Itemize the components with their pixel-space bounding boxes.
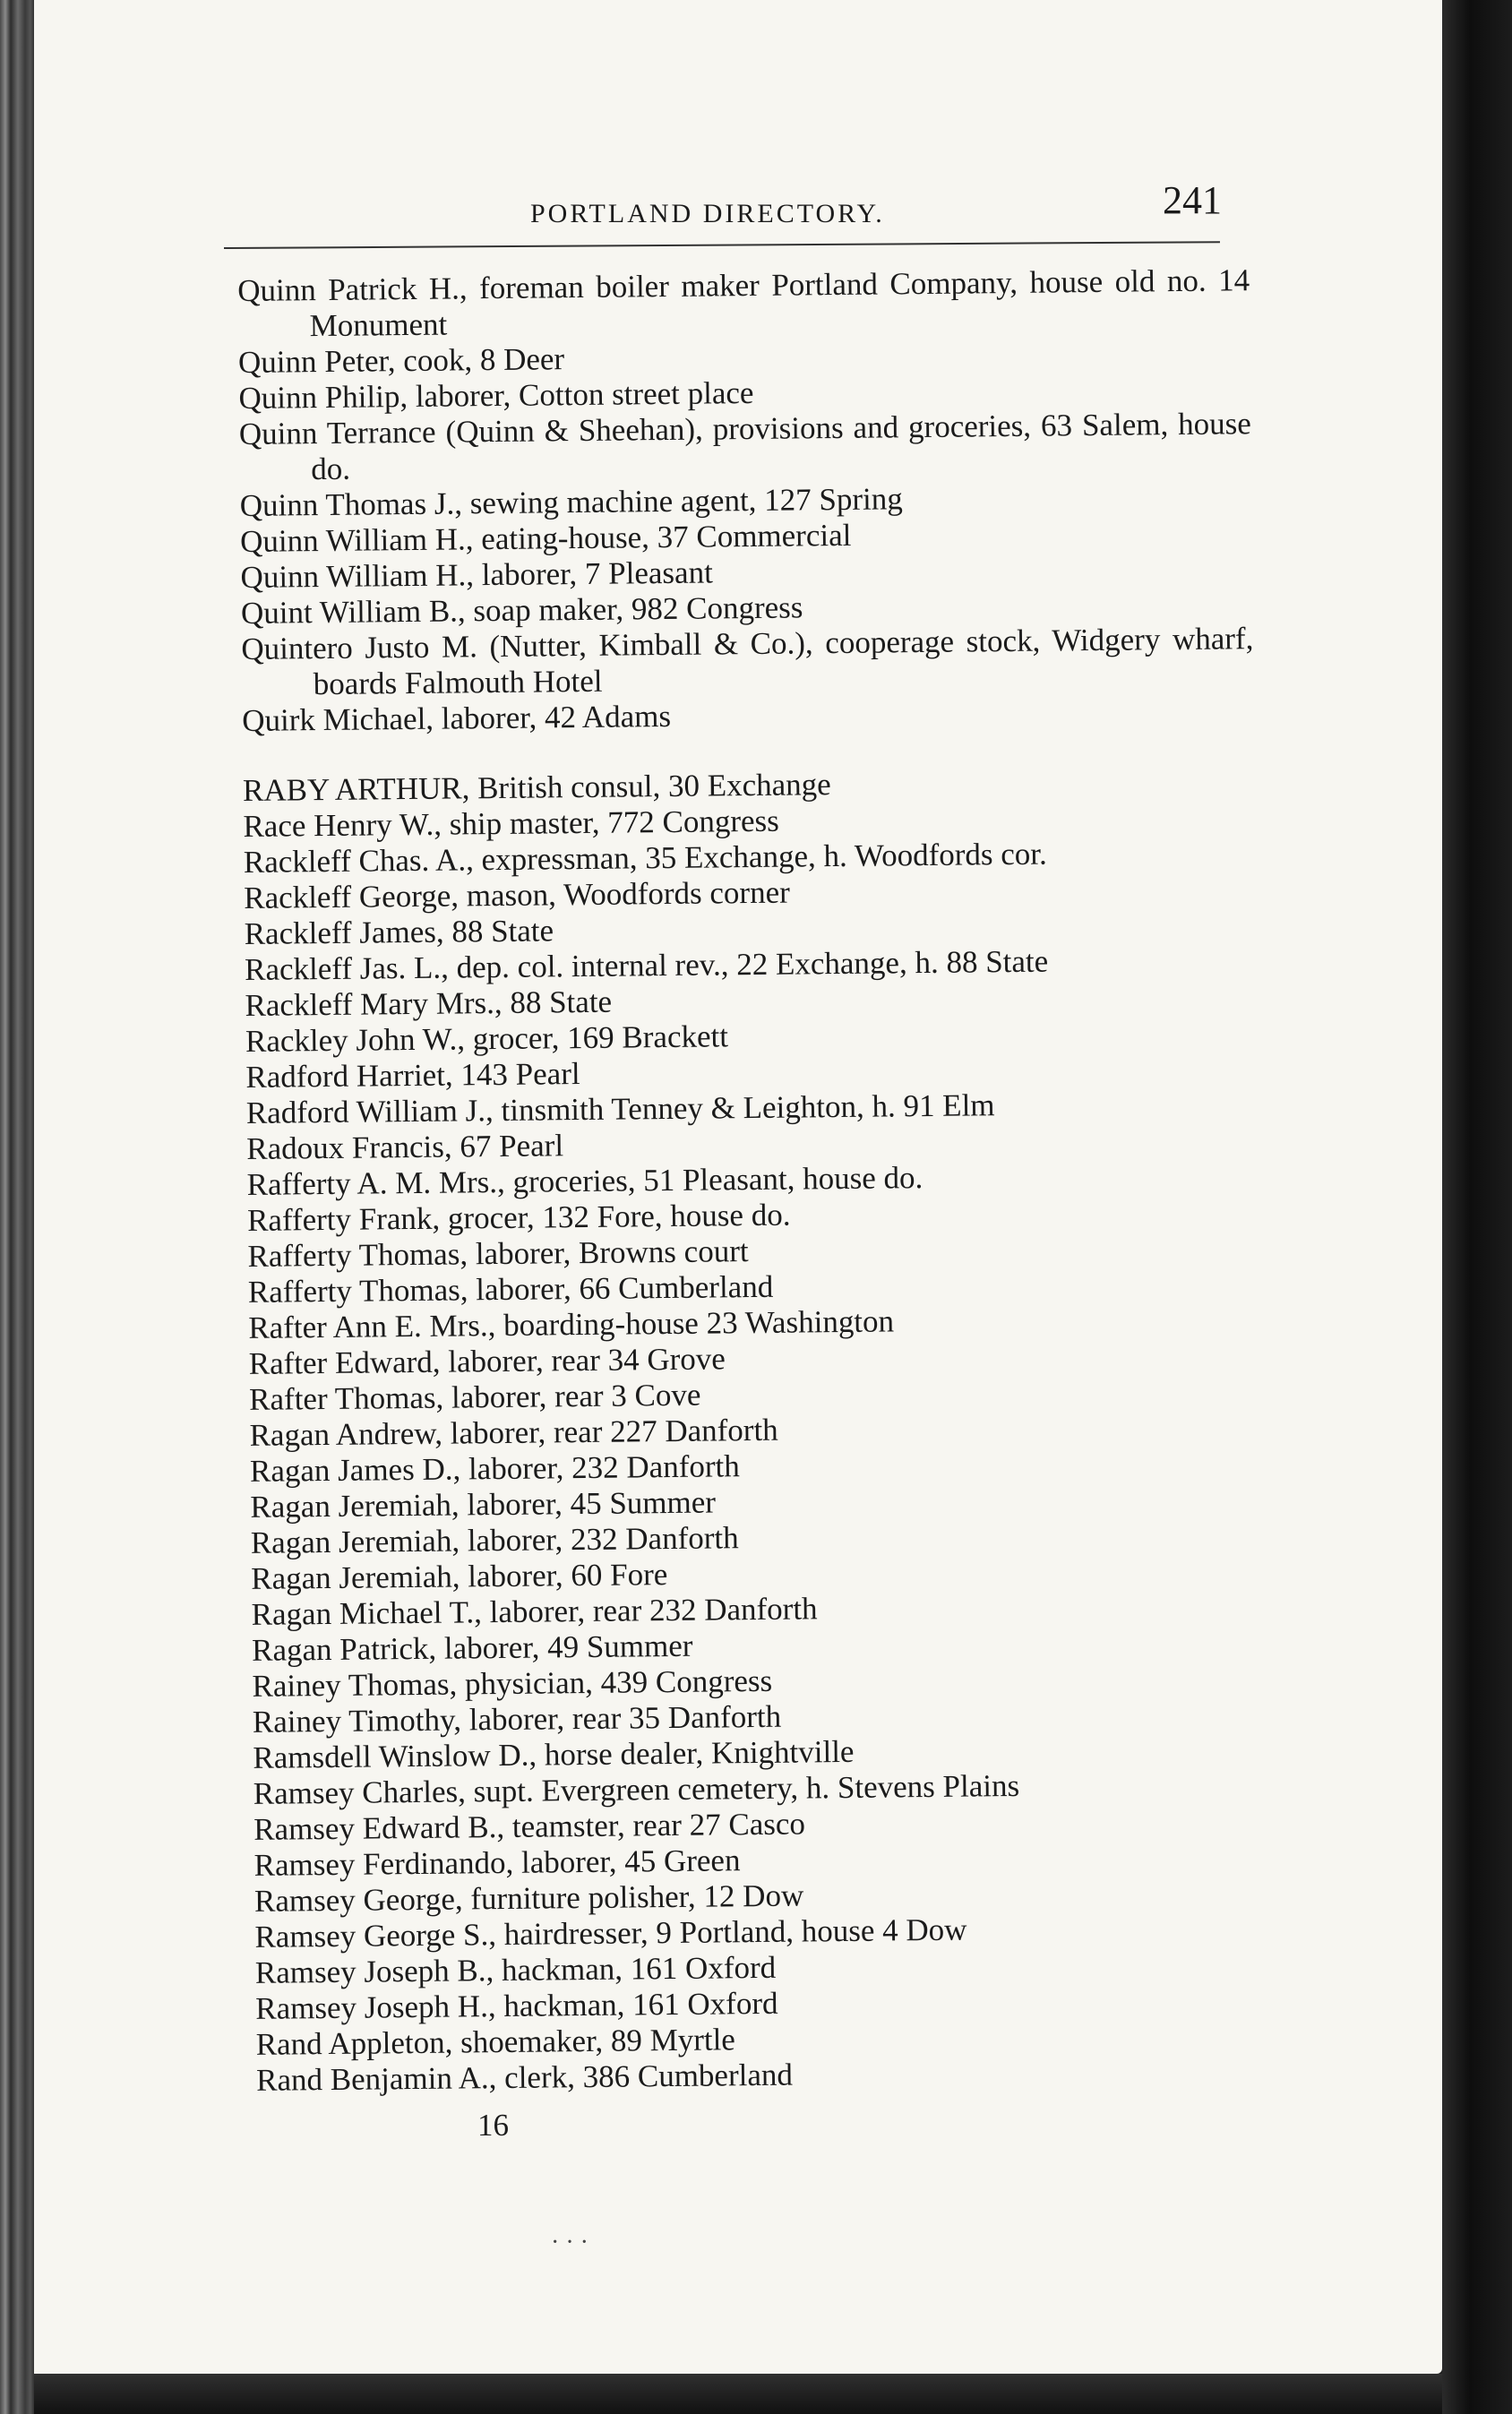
list-item: Ramsey George, furniture polisher, 12 Dow: [253, 1877, 804, 1919]
list-item: Ragan Jeremiah, laborer, 45 Summer: [250, 1484, 717, 1525]
list-item: Ramsey Edward B., teamster, rear 27 Casco: [253, 1806, 806, 1847]
list-item: Rafter Thomas, laborer, rear 3 Cove: [248, 1377, 701, 1417]
list-item: Ramsey Ferdinando, laborer, 45 Green: [253, 1843, 741, 1883]
list-item: Ramsey Charles, supt. Evergreen cemetery, h. Stevens Plains: [253, 1767, 1020, 1811]
list-item: Quinn Philip, laborer, Cotton street place: [238, 374, 754, 416]
page-number: 241: [1163, 178, 1222, 222]
list-item: Rackleff Chas. A., expressman, 35 Exchange, h. Woodfords cor.: [243, 836, 1047, 880]
list-item: Ramsdell Winslow D., horse dealer, Knightville: [253, 1733, 855, 1775]
list-item: Ragan Jeremiah, laborer, 60 Fore: [251, 1557, 668, 1596]
list-item: Race Henry W., ship master, 772 Congress: [243, 803, 780, 844]
list-item: Radoux Francis, 67 Pearl: [246, 1128, 564, 1166]
list-item: Ramsey Joseph B., hackman, 161 Oxford: [254, 1949, 777, 1990]
list-item: Rainey Thomas, physician, 439 Congress: [252, 1662, 773, 1704]
list-item: Rafter Ann E. Mrs., boarding-house 23 Washington: [248, 1303, 895, 1345]
entries-block-r: [243, 762, 1268, 2099]
list-item: Quint William B., soap maker, 982 Congress: [240, 589, 803, 631]
directory-entries: [237, 262, 1268, 2099]
list-item: Rafferty Thomas, laborer, Browns court: [247, 1233, 749, 1274]
list-item: Quirk Michael, laborer, 42 Adams: [242, 698, 672, 738]
list-item: Quinn William H., laborer, 7 Pleasant: [240, 554, 714, 595]
list-item: Ragan Michael T., laborer, rear 232 Danforth: [251, 1591, 818, 1632]
scan-bottom-edge: [34, 2374, 1442, 2414]
list-item: Rainey Timothy, laborer, rear 35 Danforth: [252, 1698, 782, 1740]
list-item: Quinn Terrance (Quinn & Sheehan), provisions and groceries, 63 Salem, house do.: [238, 406, 1252, 487]
list-item: Radford Harriet, 143 Pearl: [245, 1056, 580, 1095]
list-item: Ragan Patrick, laborer, 49 Summer: [251, 1628, 693, 1668]
list-item: RABY ARTHUR, British consul, 30 Exchange: [242, 767, 831, 808]
list-item: Rafferty Thomas, laborer, 66 Cumberland: [247, 1268, 774, 1310]
list-item: Ramsey Joseph H., hackman, 161 Oxford: [255, 1985, 778, 2026]
list-item: Quintero Justo M. (Nutter, Kimball & Co.), cooperage stock, Widgery wharf, boards Falmouth Hotel: [241, 621, 1254, 702]
running-head: PORTLAND DIRECTORY.: [530, 199, 885, 228]
scan-binding-edge: [1442, 0, 1512, 2414]
entries-block-q: [237, 262, 1254, 739]
list-item: Quinn William H., eating-house, 37 Commercial: [239, 517, 852, 559]
list-item: Ragan Andrew, laborer, rear 227 Danforth: [249, 1412, 778, 1453]
list-item: Rackleff Jas. L., dep. col. internal rev., 22 Exchange, h. 88 State: [244, 943, 1049, 987]
list-item: Ragan James D., laborer, 232 Danforth: [249, 1448, 740, 1489]
list-item: Ragan Jeremiah, laborer, 232 Danforth: [250, 1520, 739, 1560]
list-item: Rackleff Mary Mrs., 88 State: [245, 984, 613, 1023]
signature-mark: 16: [477, 2108, 509, 2143]
list-item: Rackleff George, mason, Woodfords corner: [244, 874, 790, 915]
list-item: Quinn Peter, cook, 8 Deer: [237, 341, 565, 380]
stray-marks: · · ·: [551, 2229, 588, 2256]
list-item: Rackleff James, 88 State: [244, 913, 554, 951]
list-item: Ramsey George S., hairdresser, 9 Portland, house 4 Dow: [254, 1911, 967, 1954]
list-item: Rand Benjamin A., clerk, 386 Cumberland: [255, 2057, 794, 2098]
list-item: Rafferty A. M. Mrs., groceries, 51 Pleasant, house do.: [246, 1160, 924, 1202]
list-item: Rand Appleton, shoemaker, 89 Myrtle: [255, 2022, 736, 2062]
list-item: Quinn Patrick H., foreman boiler maker Portland Company, house old no. 14 Monument: [237, 262, 1250, 344]
list-item: Rackley John W., grocer, 169 Brackett: [245, 1018, 729, 1059]
list-item: Quinn Thomas J., sewing machine agent, 127 Spring: [239, 481, 903, 523]
list-item: Rafferty Frank, grocer, 132 Fore, house do.: [246, 1197, 791, 1238]
list-item: Radford William J., tinsmith Tenney & Leighton, h. 91 Elm: [245, 1087, 995, 1130]
list-item: Rafter Edward, laborer, rear 34 Grove: [248, 1341, 726, 1381]
